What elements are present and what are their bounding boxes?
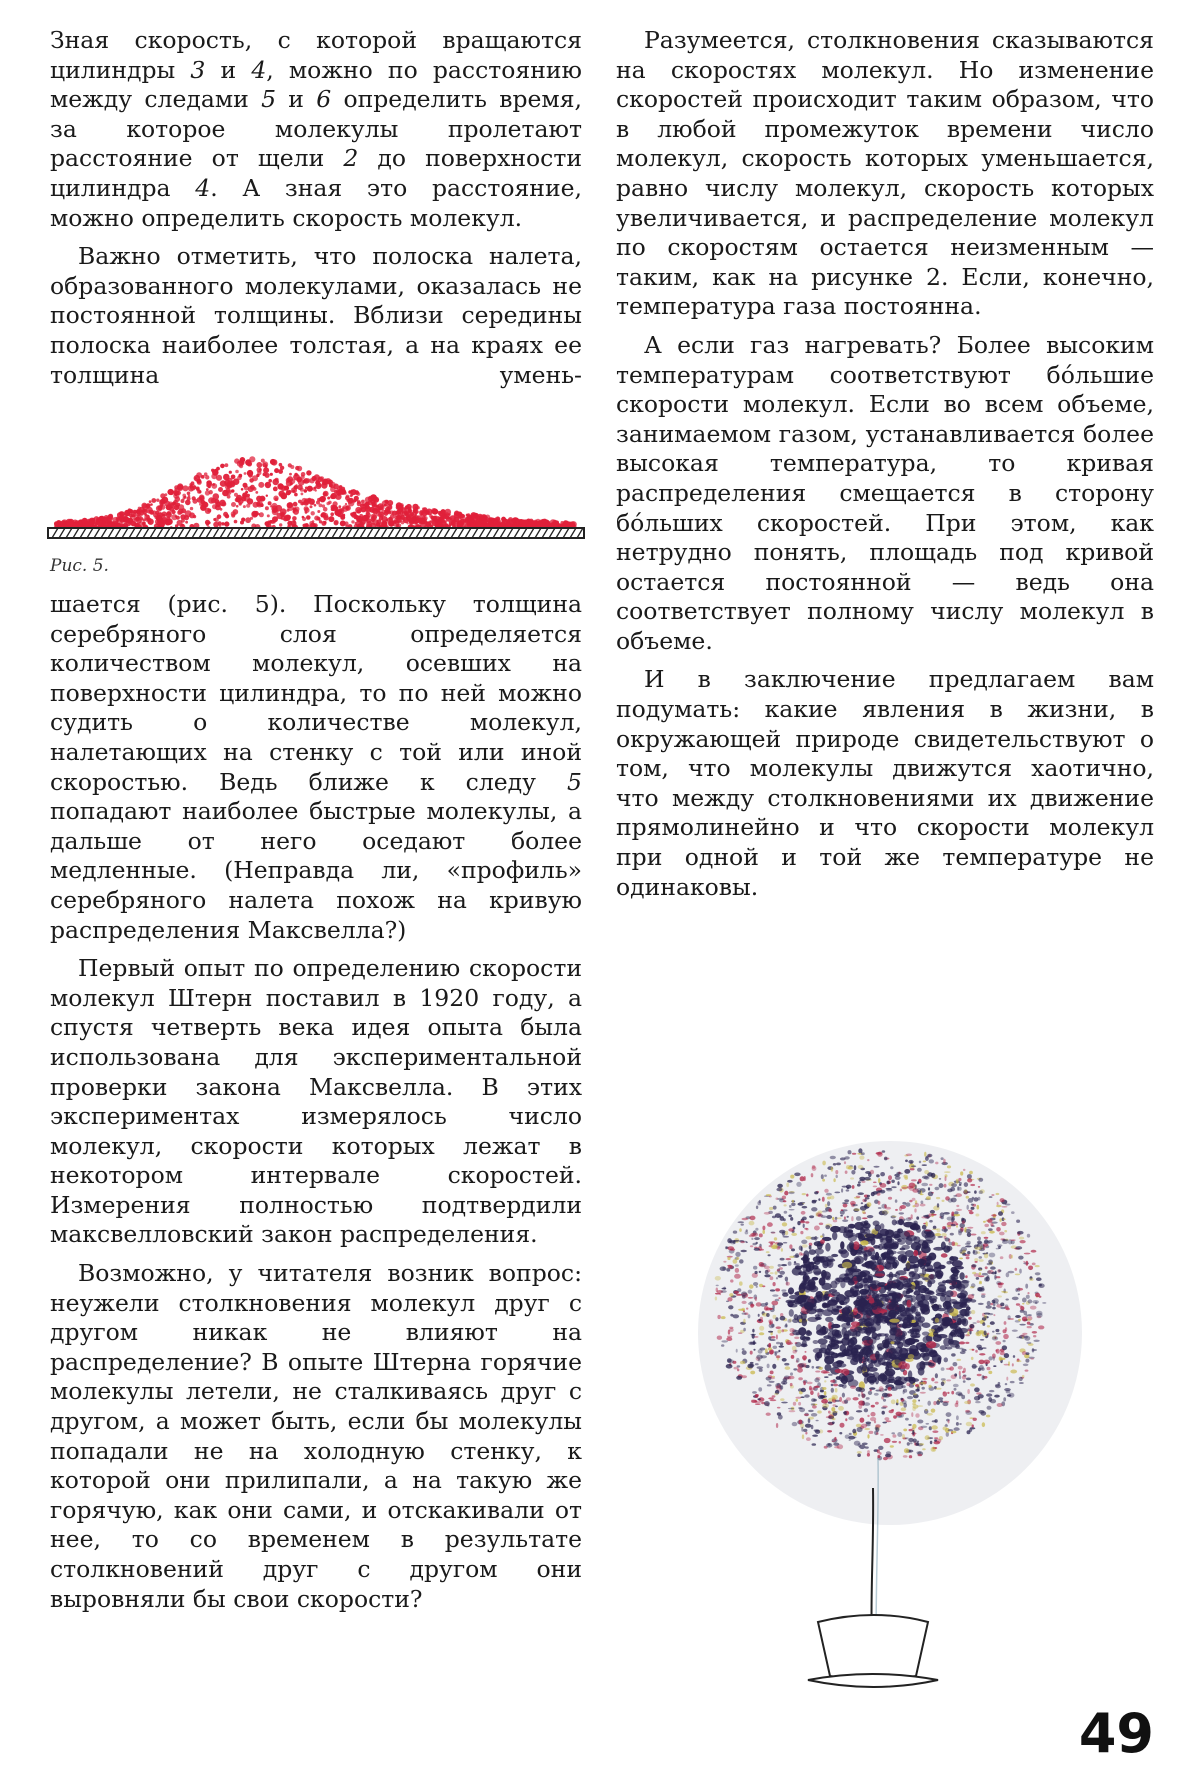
paragraph: Разумеется, столкновения сказываются на скоростях молекул. Но изменение скоростей происходит таким образом, что в любой промежуток времени число молекул, скорость которых уменьшается, равно числу молекул, скорость которых увеличивается, и распределение молекул по скоростям остается неизменным — таким, как на рисунке 2. Если, конечно, температура газа постоянна. bbox=[616, 26, 1154, 321]
flower-pot bbox=[818, 1615, 928, 1680]
figure-caption: Рис. 5. bbox=[50, 556, 109, 576]
paragraph: И в заключение предлагаем вам подумать: какие явления в жизни, в окружающей природе свидетельствуют о том, что молекулы движутся хаотично, что между столкновениями их движение прямолинейно и что скорости молекул при одной и той же температуре не одинаковы. bbox=[616, 665, 1154, 901]
paragraph: Зная скорость, с которой вращаются цилиндры 3 и 4, можно по расстоянию между следами 5 и 6 определить время, за которое молекулы пролетают расстояние от щели 2 до поверхности цилиндра 4. А зная это расстояние, можно определить скорость молекул. bbox=[50, 26, 583, 232]
paragraph: Возможно, у читателя возник вопрос: неужели столкновения молекул друг с другом никак не влияют на распределение? В опыте Штерна горячие молекулы летели, не сталкиваясь друг с другом, а может быть, если бы молекулы попадали не на холодную стенку, к которой они прилипали, а на такую же горячую, как они сами, и отскакивали от нее, то со временем в результате столкновений друг с другом они выровняли бы свои скорости? bbox=[50, 1259, 582, 1613]
paragraph: Первый опыт по определению скорости молекул Штерн поставил в 1920 году, а спустя четверть века идея опыта была использована для экспериментальной проверки закона Максвелла. В этих экспериментах измерялось число молекул, скорости которых лежат в некотором интервале скоростей. Измерения полностью подтвердили максвелловский закон распределения. bbox=[50, 954, 582, 1249]
left-column-top bbox=[50, 26, 582, 399]
left-column-bottom bbox=[50, 590, 582, 1623]
paragraph: А если газ нагревать? Более высоким температурам соответствуют бо́льшие скорости молекул. Если во всем объеме, занимаемом газом, устанавливается более высокая температура, то кривая распределения смещается в сторону бо́льших скоростей. При этом, как нетрудно понять, площадь под кривой остается постоянной — ведь она соответствует полному числу молекул в объеме. bbox=[616, 330, 1154, 655]
pot-saucer bbox=[808, 1674, 938, 1687]
right-column bbox=[616, 26, 1154, 911]
paragraph: Важно отметить, что полоска налета, образованного молекулами, оказалась не постоянной толщины. Вблизи середины полоска наиболее толстая, а на краях ее толщина умень- bbox=[50, 242, 582, 389]
page-number: 49 bbox=[1078, 1702, 1154, 1765]
molecule-tree-illustration bbox=[690, 1128, 1090, 1688]
figure-5-silver-deposit-profile bbox=[46, 452, 586, 552]
paragraph: шается (рис. 5). Поскольку толщина серебряного слоя определяется количеством молекул, осевших на поверхности цилиндра, то по ней можно судить о количестве молекул, налетающих на стенку с той или иной скоростью. Ведь ближе к следу 5 попадают наиболее быстрые молекулы, а дальше от него оседают более медленные. (Неправда ли, «профиль» серебряного налета похож на кривую распределения Максвелла?) bbox=[50, 590, 582, 944]
